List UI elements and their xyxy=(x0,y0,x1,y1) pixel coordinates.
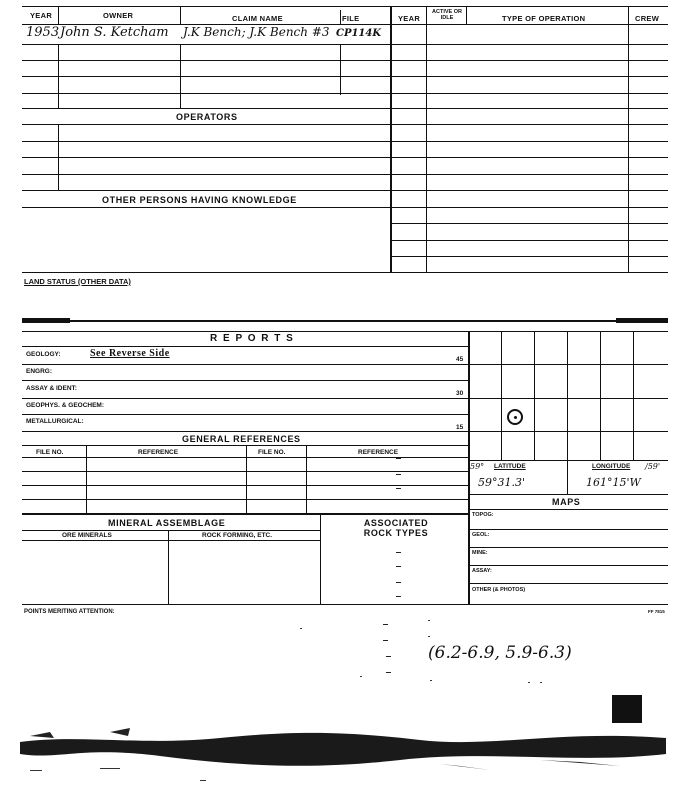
scan-mark xyxy=(22,318,70,323)
associated-rock-types-header: ASSOCIATED ROCK TYPES xyxy=(363,518,429,538)
speck xyxy=(428,636,430,637)
row-line xyxy=(22,44,390,45)
latitude-label: LATITUDE xyxy=(494,463,526,470)
gr-header-reference-2: REFERENCE xyxy=(358,449,399,456)
maps-topog-label: TOPOG: xyxy=(472,512,494,518)
row-line xyxy=(22,174,390,175)
report-assay-number: 30 xyxy=(456,390,464,397)
report-geology-number: 45 xyxy=(456,356,464,363)
row-line xyxy=(390,207,668,208)
row-line xyxy=(22,331,468,332)
rock-forming-header: ROCK FORMING, ETC. xyxy=(202,532,273,539)
divider xyxy=(600,331,601,460)
row-line xyxy=(22,141,390,142)
row-line xyxy=(390,240,668,241)
row-line xyxy=(22,513,468,515)
location-marker-dot xyxy=(514,416,517,419)
mineral-assemblage-title: MINERAL ASSEMBLAGE xyxy=(108,518,226,528)
claim-file: CP114K xyxy=(336,28,382,39)
row-line xyxy=(468,583,668,584)
col-header-owner: OWNER xyxy=(103,11,134,20)
latitude-value: 59°31.3' xyxy=(478,476,526,489)
dash-mark xyxy=(386,672,391,673)
claim-owner: John S. Ketcham xyxy=(60,25,169,40)
row-line xyxy=(390,60,668,61)
row-line xyxy=(22,190,390,191)
claim-name: J.K Bench; J.K Bench #3 xyxy=(183,25,330,39)
form-number: FF 7815 xyxy=(648,609,665,614)
row-line xyxy=(22,540,320,541)
claims-bottom-line xyxy=(22,272,668,273)
ops-header-active: ACTIVE OR IDLE xyxy=(432,9,462,21)
divider xyxy=(534,331,535,460)
report-metallurgical-label: METALLURGICAL: xyxy=(26,418,84,425)
row-line xyxy=(390,93,668,94)
longitude-label: LONGITUDE xyxy=(592,463,631,470)
row-line xyxy=(468,431,668,432)
speck xyxy=(528,682,530,683)
row-line xyxy=(390,256,668,257)
maps-mine-label: MINE: xyxy=(472,550,488,556)
ops-header-crew: CREW xyxy=(635,14,660,23)
row-line xyxy=(22,346,468,347)
row-line xyxy=(468,529,668,530)
report-metallurgical-number: 15 xyxy=(456,424,464,431)
row-line xyxy=(468,460,668,461)
report-engrg-label: ENGRG: xyxy=(26,368,52,375)
ops-header-year: YEAR xyxy=(398,14,421,23)
report-assay-label: ASSAY & IDENT: xyxy=(26,385,77,392)
report-geology-label: GEOLOGY: xyxy=(26,351,61,358)
speck xyxy=(200,780,206,781)
maps-assay-label: ASSAY: xyxy=(472,568,492,574)
row-line xyxy=(468,331,668,332)
divider xyxy=(567,460,568,494)
report-geology-value: See Reverse Side xyxy=(90,348,170,359)
dash-mark xyxy=(383,624,388,625)
row-line xyxy=(390,174,668,175)
scan-smudge xyxy=(20,720,666,780)
row-line xyxy=(390,44,668,45)
section-separator xyxy=(22,320,668,322)
row-line xyxy=(22,157,390,158)
row-line xyxy=(390,141,668,142)
speck xyxy=(30,770,42,771)
reports-title: R E P O R T S xyxy=(210,333,295,344)
location-marker-icon xyxy=(507,409,523,425)
speck xyxy=(540,682,542,683)
points-meriting-attention-label: POINTS MERITING ATTENTION: xyxy=(24,609,115,615)
divider xyxy=(180,6,181,24)
divider xyxy=(426,6,427,272)
dash-mark xyxy=(386,656,391,657)
report-geophys-label: GEOPHYS. & GEOCHEM: xyxy=(26,402,105,409)
divider xyxy=(390,6,392,272)
dash-mark xyxy=(383,640,388,641)
maps-other-label: OTHER (& PHOTOS) xyxy=(472,587,526,593)
top-border xyxy=(22,6,668,7)
divider xyxy=(501,331,502,460)
row-line xyxy=(468,509,668,510)
gr-header-reference-1: REFERENCE xyxy=(138,449,179,456)
divider xyxy=(58,6,59,24)
maps-geol-label: GEOL: xyxy=(472,532,490,538)
row-line xyxy=(22,108,390,109)
row-line xyxy=(468,565,668,566)
row-line xyxy=(22,604,668,605)
row-line xyxy=(468,398,668,399)
speck xyxy=(428,620,430,621)
divider xyxy=(628,6,629,272)
dash-mark xyxy=(396,596,401,597)
operators-label: OPERATORS xyxy=(176,112,238,122)
scan-black-block xyxy=(612,695,642,723)
divider xyxy=(340,10,341,24)
row-line xyxy=(468,494,668,495)
row-line xyxy=(390,76,668,77)
divider xyxy=(86,445,87,513)
divider xyxy=(320,513,321,604)
gr-header-file-no-2: FILE NO. xyxy=(258,449,286,456)
divider xyxy=(567,331,568,460)
row-line xyxy=(22,398,468,399)
divider xyxy=(168,530,169,604)
row-line xyxy=(390,124,668,125)
speck xyxy=(360,676,362,677)
col-header-claim-name: CLAIM NAME xyxy=(232,14,283,23)
row-line xyxy=(22,124,390,125)
row-line xyxy=(22,471,468,472)
row-line xyxy=(22,76,390,77)
row-line xyxy=(468,547,668,548)
other-persons-label: OTHER PERSONS HAVING KNOWLEDGE xyxy=(102,195,297,205)
row-line xyxy=(22,530,320,531)
dash-mark xyxy=(396,488,401,489)
dash-mark xyxy=(396,458,401,459)
row-line xyxy=(22,207,390,208)
speck xyxy=(300,628,302,629)
ore-minerals-header: ORE MINERALS xyxy=(62,532,112,539)
dash-mark xyxy=(396,566,401,567)
row-line xyxy=(390,157,668,158)
handwritten-note: (6.2-6.9, 5.9-6.3) xyxy=(428,643,572,663)
row-line xyxy=(390,108,668,109)
dash-mark xyxy=(396,552,401,553)
row-line xyxy=(22,499,468,500)
speck xyxy=(100,768,120,769)
gr-header-file-no-1: FILE NO. xyxy=(36,449,64,456)
row-line xyxy=(468,364,668,365)
row-line xyxy=(22,93,390,94)
row-line xyxy=(22,431,468,432)
row-line xyxy=(22,457,468,458)
lon-suffix: /59' xyxy=(645,462,661,471)
ops-header-type: TYPE OF OPERATION xyxy=(502,14,586,23)
row-line xyxy=(22,364,468,365)
divider xyxy=(58,124,59,190)
longitude-value: 161°15'W xyxy=(586,476,641,489)
divider xyxy=(306,445,307,513)
dash-mark xyxy=(396,474,401,475)
col-header-file: FILE xyxy=(342,14,360,23)
row-line xyxy=(22,485,468,486)
general-references-title: GENERAL REFERENCES xyxy=(182,434,301,444)
speck xyxy=(430,680,432,681)
lat-prefix: 59° xyxy=(470,462,485,471)
divider xyxy=(633,331,634,460)
divider xyxy=(466,6,467,24)
row-line xyxy=(390,190,668,191)
dash-mark xyxy=(396,582,401,583)
maps-title: MAPS xyxy=(552,497,581,507)
row-line xyxy=(22,445,468,446)
col-header-year: YEAR xyxy=(30,11,53,20)
land-status-label: LAND STATUS (OTHER DATA) xyxy=(24,277,131,286)
scan-mark xyxy=(616,318,668,323)
row-line xyxy=(22,380,468,381)
divider xyxy=(246,445,247,513)
row-line xyxy=(390,223,668,224)
divider xyxy=(340,45,341,95)
claim-year-1953: 1953 xyxy=(26,25,60,40)
row-line xyxy=(22,414,468,415)
row-line xyxy=(22,60,390,61)
